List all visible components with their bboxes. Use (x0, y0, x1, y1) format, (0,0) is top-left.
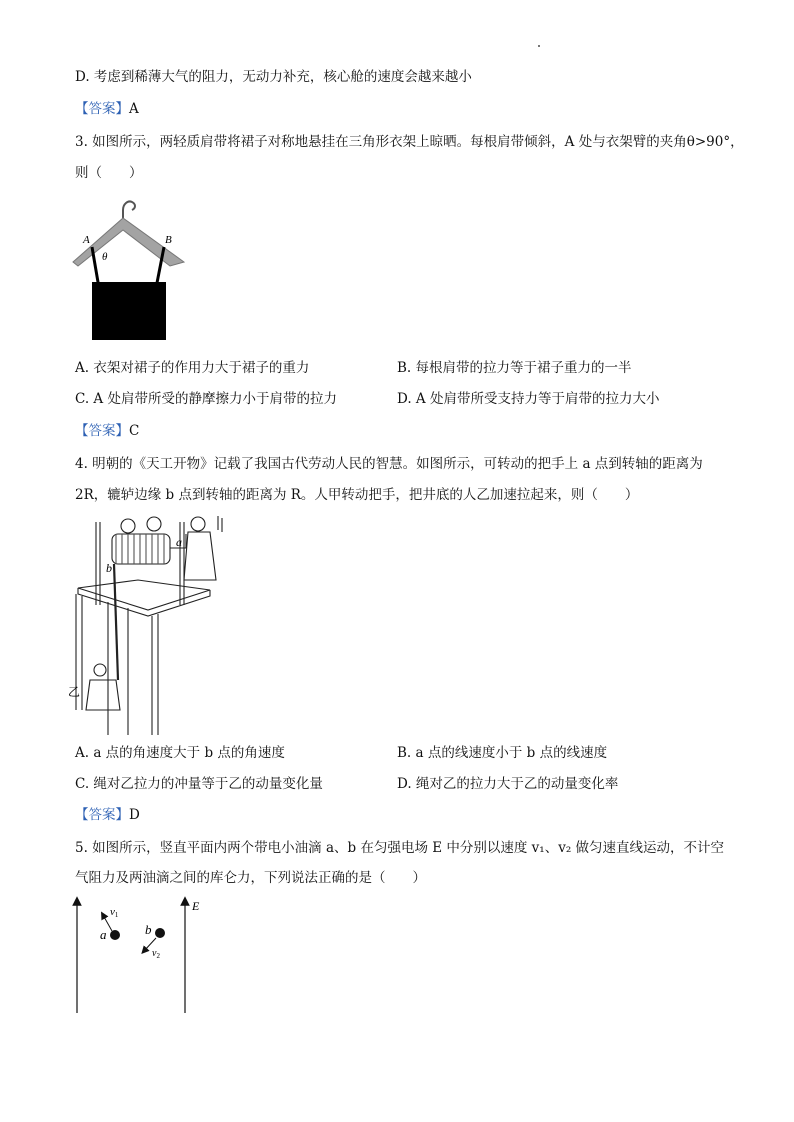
electric-field-figure (68, 893, 218, 1018)
droplet-a (110, 930, 120, 940)
q4-option-a: A. a 点的角速度大于 b 点的角速度 (75, 745, 285, 761)
drum (112, 534, 170, 564)
q5-stem-line1: 5. 如图所示，竖直平面内两个带电小油滴 a、b 在匀强电场 E 中分别以速度 v₁、v₂ 做匀速直线运动，不计空 (75, 840, 725, 856)
label-a: A (83, 234, 90, 246)
hanger-hook (123, 201, 135, 218)
q2-answer (75, 100, 139, 118)
person-left-head (121, 519, 135, 533)
answer-label: 【答案】 (75, 807, 129, 823)
answer-value: D (129, 807, 140, 823)
answer-label: 【答案】 (75, 423, 129, 439)
dress (92, 282, 166, 340)
q3-option-b: B. 每根肩带的拉力等于裙子重力的一半 (397, 360, 632, 376)
q4-stem-line2: 2R，辘轳边缘 b 点到转轴的距离为 R。人甲转动把手，把井底的人乙加速拉起来，则（ ） (75, 487, 639, 503)
label-a: a (176, 535, 182, 549)
label-b: b (106, 561, 112, 575)
rope (114, 564, 118, 680)
label-yi: 乙 (68, 685, 81, 699)
answer-value: A (129, 101, 139, 117)
answer-label: 【答案】 (75, 101, 129, 117)
person-yi-head (94, 664, 106, 676)
answer-value: C (129, 423, 140, 439)
q2-option-d: D. 考虑到稀薄大气的阻力，无动力补充，核心舱的速度会越来越小 (75, 69, 472, 85)
label-b: b (145, 922, 152, 937)
q4-answer (75, 806, 140, 824)
person-mid-head (147, 517, 161, 531)
label-b: B (165, 234, 172, 246)
hanger-dress-figure (70, 196, 190, 342)
q4-option-b: B. a 点的线速度小于 b 点的线速度 (397, 745, 608, 761)
label-v2: $v_2$ (152, 948, 160, 960)
droplet-b (155, 928, 165, 938)
label-v1: v1 (110, 906, 119, 919)
platform (78, 580, 210, 610)
q3-stem-line2: 则（ ） (75, 165, 143, 181)
q3-option-d: D. A 处肩带所受支持力等于肩带的拉力大小 (397, 391, 660, 407)
q3-stem-line1: 3. 如图所示，两轻质肩带将裙子对称地悬挂在三角形衣架上晾晒。每根肩带倾斜，A 处与衣架臂的夹角θ>90°， (75, 134, 744, 150)
q4-option-d: D. 绳对乙的拉力大于乙的动量变化率 (397, 776, 619, 792)
windlass-figure (68, 510, 228, 735)
q3-option-a: A. 衣架对裙子的作用力大于裙子的重力 (75, 360, 310, 376)
q3-answer (75, 422, 139, 440)
strap-a (92, 247, 99, 288)
person-yi-body (86, 680, 120, 710)
q4-stem-line1: 4. 明朝的《天工开物》记载了我国古代劳动人民的智慧。如图所示，可转动的把手上 a 点到转轴的距离为 (75, 456, 703, 472)
label-theta: θ (102, 251, 108, 263)
stray-dot (538, 45, 540, 47)
label-a: a (100, 927, 107, 942)
q3-option-c: C. A 处肩带所受的静摩擦力小于肩带的拉力 (75, 391, 337, 407)
q4-option-c: C. 绳对乙拉力的冲量等于乙的动量变化量 (75, 776, 323, 792)
person-jia-body (184, 532, 216, 580)
label-e: E (192, 899, 200, 913)
person-jia-head (191, 517, 205, 531)
q5-stem-line2: 气阻力及两油滴之间的库仑力，下列说法正确的是（ ） (75, 870, 426, 886)
